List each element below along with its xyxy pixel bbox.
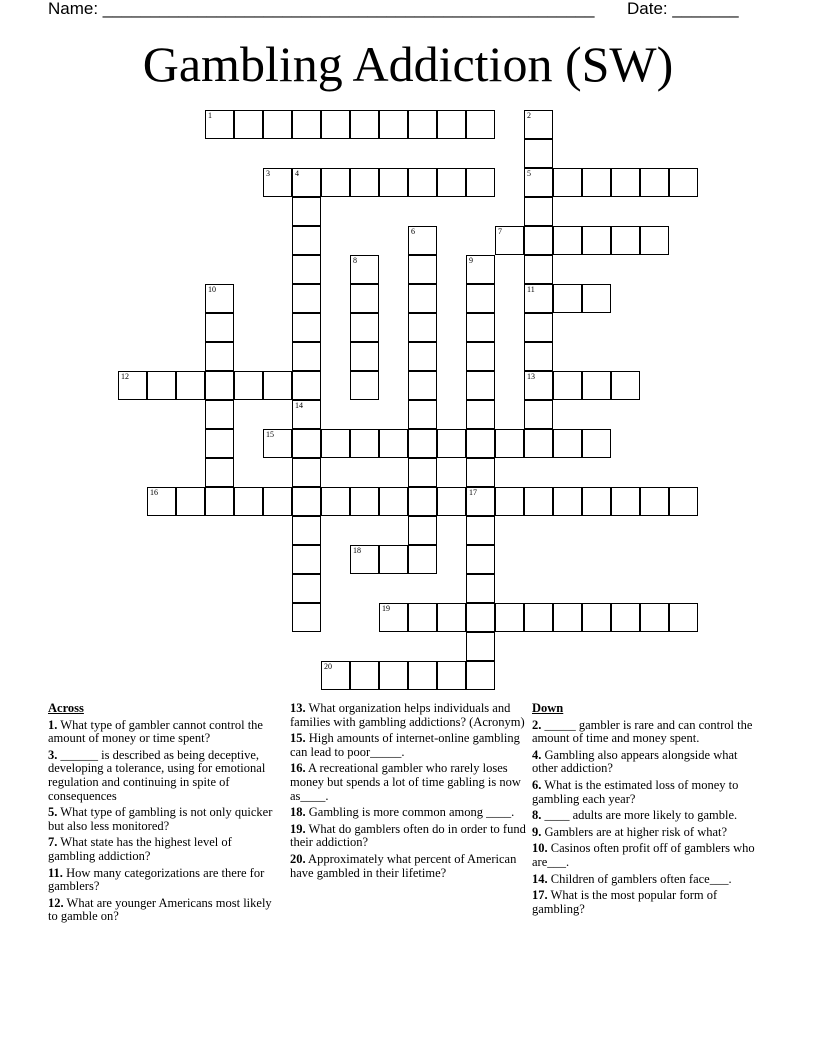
grid-cell[interactable] — [321, 661, 350, 690]
cell-number: 6 — [411, 227, 415, 236]
grid-cell[interactable] — [379, 545, 408, 574]
clue-number: 6. — [532, 777, 542, 792]
grid-cell[interactable] — [524, 313, 553, 342]
grid-cell[interactable] — [553, 487, 582, 516]
grid-cell[interactable] — [379, 603, 408, 632]
cell-number: 10 — [208, 285, 216, 294]
grid-cell[interactable] — [205, 487, 234, 516]
grid-cell[interactable] — [408, 110, 437, 139]
clue-text: Gamblers are at higher risk of what? — [541, 824, 728, 839]
grid-cell[interactable] — [408, 284, 437, 313]
grid-cell[interactable] — [408, 458, 437, 487]
clue-number: 10. — [532, 841, 548, 856]
grid-cell[interactable] — [263, 168, 292, 197]
grid-cell[interactable] — [176, 487, 205, 516]
grid-cell[interactable] — [321, 110, 350, 139]
grid-cell[interactable] — [495, 226, 524, 255]
page-title: Gambling Addiction (SW) — [142, 36, 674, 92]
grid-cell[interactable] — [350, 487, 379, 516]
grid-cell[interactable] — [611, 168, 640, 197]
grid-cell[interactable] — [408, 487, 437, 516]
grid-cell[interactable] — [553, 226, 582, 255]
grid-cell[interactable] — [292, 429, 321, 458]
grid-cell[interactable] — [176, 371, 205, 400]
clue-number: 11. — [48, 865, 63, 880]
name-line: Name: ____________________________________________________ — [48, 0, 595, 18]
grid-cell[interactable] — [205, 371, 234, 400]
grid-cell[interactable] — [408, 342, 437, 371]
grid-cell[interactable] — [292, 574, 321, 603]
cell-number: 13 — [527, 372, 535, 381]
grid-cell[interactable] — [640, 603, 669, 632]
grid-cell[interactable] — [147, 371, 176, 400]
grid-cell[interactable] — [292, 371, 321, 400]
clue-number: 19. — [290, 821, 306, 836]
grid-cell[interactable] — [350, 110, 379, 139]
grid-cell[interactable] — [466, 342, 495, 371]
across-clue-list — [48, 719, 276, 924]
cell-number: 2 — [527, 111, 531, 120]
clue-item — [532, 809, 760, 823]
grid-cell[interactable] — [640, 168, 669, 197]
grid-cell[interactable] — [350, 255, 379, 284]
grid-cell[interactable] — [466, 371, 495, 400]
grid-cell[interactable] — [205, 400, 234, 429]
cell-number: 9 — [469, 256, 473, 265]
clue-number: 13. — [290, 701, 306, 715]
clue-number: 14. — [532, 871, 548, 886]
grid-cell[interactable] — [292, 284, 321, 313]
grid-cell[interactable] — [669, 603, 698, 632]
cell-number: 16 — [150, 488, 158, 497]
grid-cell[interactable] — [437, 487, 466, 516]
clue-number: 7. — [48, 835, 58, 850]
grid-cell[interactable] — [321, 487, 350, 516]
grid-cell[interactable] — [553, 429, 582, 458]
clue-item — [532, 842, 760, 869]
grid-cell[interactable] — [466, 255, 495, 284]
clue-item — [290, 732, 526, 759]
clue-item — [48, 749, 276, 803]
grid-cell[interactable] — [582, 487, 611, 516]
cell-number: 11 — [527, 285, 535, 294]
grid-cell[interactable] — [205, 110, 234, 139]
grid-cell[interactable] — [292, 516, 321, 545]
clue-number: 2. — [532, 717, 542, 732]
clue-text: What is the estimated loss of money to gambling each year? — [532, 777, 739, 806]
clue-item — [290, 762, 526, 803]
grid-cell[interactable] — [466, 168, 495, 197]
grid-cell[interactable] — [350, 371, 379, 400]
grid-cell[interactable] — [350, 429, 379, 458]
clue-text: Gambling is more common among ____. — [305, 805, 515, 820]
grid-cell[interactable] — [524, 342, 553, 371]
grid-cell[interactable] — [582, 429, 611, 458]
clue-item — [532, 889, 760, 916]
grid-cell[interactable] — [466, 603, 495, 632]
clue-text: A recreational gambler who rarely loses money but spends a lot of time gabling is now as____. — [290, 761, 521, 803]
grid-cell[interactable] — [118, 371, 147, 400]
grid-cell[interactable] — [669, 487, 698, 516]
clue-text: What is the most popular form of gambling? — [532, 888, 718, 916]
clue-number: 8. — [532, 808, 542, 823]
clue-text: What organization helps individuals and families with gambling addictions? (Acronym) — [290, 701, 525, 729]
grid-cell[interactable] — [611, 371, 640, 400]
grid-cell[interactable] — [524, 487, 553, 516]
grid-cell[interactable] — [408, 400, 437, 429]
grid-cell[interactable] — [379, 110, 408, 139]
grid-cell[interactable] — [350, 313, 379, 342]
grid-cell[interactable] — [611, 487, 640, 516]
grid-cell[interactable] — [524, 429, 553, 458]
clue-number: 9. — [532, 824, 542, 839]
grid-cell[interactable] — [466, 487, 495, 516]
grid-cell[interactable] — [350, 545, 379, 574]
grid-cell[interactable] — [640, 226, 669, 255]
grid-cell[interactable] — [205, 284, 234, 313]
grid-cell[interactable] — [669, 168, 698, 197]
grid-cell[interactable] — [205, 429, 234, 458]
grid-cell[interactable] — [553, 603, 582, 632]
grid-cell[interactable] — [408, 516, 437, 545]
grid-cell[interactable] — [408, 371, 437, 400]
grid-cell[interactable] — [205, 458, 234, 487]
grid-cell[interactable] — [379, 487, 408, 516]
grid-cell[interactable] — [234, 487, 263, 516]
grid-cell[interactable] — [263, 110, 292, 139]
grid-cell[interactable] — [292, 313, 321, 342]
clue-item — [290, 702, 526, 729]
clue-text: ____ adults are more likely to gamble. — [541, 808, 738, 823]
grid-cell[interactable] — [437, 168, 466, 197]
grid-cell[interactable] — [524, 603, 553, 632]
grid-cell[interactable] — [408, 603, 437, 632]
grid-cell[interactable] — [292, 487, 321, 516]
clue-number: 20. — [290, 851, 306, 866]
clue-number: 1. — [48, 717, 58, 732]
clue-number: 12. — [48, 895, 64, 910]
grid-cell[interactable] — [582, 168, 611, 197]
clue-number: 15. — [290, 731, 306, 746]
down-clues-column — [532, 702, 760, 919]
grid-cell[interactable] — [350, 661, 379, 690]
grid-cell[interactable] — [524, 371, 553, 400]
cell-number: 7 — [498, 227, 502, 236]
grid-cell[interactable] — [292, 603, 321, 632]
grid-cell[interactable] — [321, 168, 350, 197]
grid-cell[interactable] — [379, 661, 408, 690]
grid-cell[interactable] — [466, 545, 495, 574]
clue-text: _____ gambler is rare and can control the amount of time and money spent. — [532, 717, 753, 746]
clue-item — [48, 836, 276, 863]
grid-cell[interactable] — [292, 197, 321, 226]
grid-cell[interactable] — [495, 429, 524, 458]
clue-number: 5. — [48, 805, 58, 820]
grid-cell[interactable] — [466, 429, 495, 458]
grid-cell[interactable] — [524, 284, 553, 313]
grid-cell[interactable] — [582, 603, 611, 632]
grid-cell[interactable] — [611, 226, 640, 255]
grid-cell[interactable] — [582, 226, 611, 255]
grid-cell[interactable] — [292, 458, 321, 487]
grid-cell[interactable] — [582, 284, 611, 313]
grid-cell[interactable] — [495, 487, 524, 516]
cell-number: 18 — [353, 546, 361, 555]
clue-text: What type of gambling is not only quicker but also less monitored? — [48, 805, 273, 833]
grid-cell[interactable] — [553, 371, 582, 400]
grid-cell[interactable] — [292, 255, 321, 284]
cell-number: 5 — [527, 169, 531, 178]
grid-cell[interactable] — [292, 168, 321, 197]
clue-item — [290, 853, 526, 880]
clue-text: Casinos often profit off of gamblers who are___. — [532, 841, 755, 869]
grid-cell[interactable] — [408, 661, 437, 690]
clue-item — [48, 897, 276, 924]
cell-number: 20 — [324, 662, 332, 671]
grid-cell[interactable] — [292, 110, 321, 139]
clue-item — [290, 823, 526, 850]
clue-text: Gambling also appears alongside what other addiction? — [532, 747, 738, 776]
grid-cell[interactable] — [263, 487, 292, 516]
grid-cell[interactable] — [379, 429, 408, 458]
clue-text: How many categorizations are there for gamblers? — [48, 865, 265, 894]
grid-cell[interactable] — [350, 284, 379, 313]
grid-cell[interactable] — [495, 603, 524, 632]
grid-cell[interactable] — [408, 313, 437, 342]
clue-item — [48, 867, 276, 894]
across-clue-list-continued — [290, 702, 526, 880]
clue-number: 3. — [48, 747, 58, 762]
cell-number: 14 — [295, 401, 303, 410]
across-clues-column-1 — [48, 702, 276, 927]
grid-cell[interactable] — [292, 545, 321, 574]
cell-number: 4 — [295, 169, 299, 178]
clue-item — [532, 719, 760, 746]
grid-cell[interactable] — [466, 110, 495, 139]
grid-cell[interactable] — [408, 255, 437, 284]
grid-cell[interactable] — [437, 661, 466, 690]
grid-cell[interactable] — [466, 516, 495, 545]
grid-cell[interactable] — [582, 371, 611, 400]
cell-number: 19 — [382, 604, 390, 613]
across-clues-column-2 — [290, 702, 526, 883]
grid-cell[interactable] — [524, 168, 553, 197]
date-line: Date: _______ — [627, 0, 739, 18]
grid-cell[interactable] — [524, 110, 553, 139]
grid-cell[interactable] — [263, 371, 292, 400]
grid-cell[interactable] — [611, 603, 640, 632]
clue-number: 4. — [532, 747, 542, 762]
clue-text: What are younger Americans most likely to gamble on? — [48, 895, 272, 924]
grid-cell[interactable] — [234, 110, 263, 139]
clue-item — [290, 806, 526, 820]
clue-text: What state has the highest level of gambling addiction? — [48, 835, 232, 863]
grid-cell[interactable] — [234, 371, 263, 400]
grid-cell[interactable] — [553, 284, 582, 313]
grid-cell[interactable] — [205, 342, 234, 371]
clue-number: 17. — [532, 888, 548, 903]
grid-cell[interactable] — [350, 168, 379, 197]
clue-item — [532, 779, 760, 806]
grid-cell[interactable] — [466, 400, 495, 429]
grid-cell[interactable] — [640, 487, 669, 516]
grid-cell[interactable] — [147, 487, 176, 516]
grid-cell[interactable] — [292, 226, 321, 255]
grid-cell[interactable] — [437, 603, 466, 632]
grid-cell[interactable] — [292, 342, 321, 371]
clue-text: High amounts of internet-online gambling can lead to poor_____. — [290, 731, 520, 759]
cell-number: 15 — [266, 430, 274, 439]
grid-cell[interactable] — [524, 197, 553, 226]
grid-cell[interactable] — [379, 168, 408, 197]
clue-text: What do gamblers often do in order to fund their addiction? — [290, 821, 526, 850]
grid-cell[interactable] — [321, 429, 350, 458]
cell-number: 17 — [469, 488, 477, 497]
cell-number: 12 — [121, 372, 129, 381]
clue-number: 16. — [290, 761, 306, 776]
grid-cell[interactable] — [553, 168, 582, 197]
clue-item — [48, 719, 276, 746]
across-heading: Across — [48, 701, 84, 715]
clue-item — [532, 826, 760, 840]
grid-cell[interactable] — [437, 429, 466, 458]
grid-cell[interactable] — [466, 574, 495, 603]
grid-cell[interactable] — [437, 110, 466, 139]
clue-item — [532, 749, 760, 776]
clue-number: 18. — [290, 805, 306, 820]
clue-item — [532, 873, 760, 887]
grid-cell[interactable] — [524, 226, 553, 255]
grid-cell[interactable] — [263, 429, 292, 458]
down-clue-list — [532, 719, 760, 917]
clue-text: Approximately what percent of American have gambled in their lifetime? — [290, 851, 517, 880]
cell-number: 8 — [353, 256, 357, 265]
clue-item — [48, 806, 276, 833]
clue-text: What type of gambler cannot control the amount of money or time spent? — [48, 717, 263, 746]
grid-cell[interactable] — [466, 313, 495, 342]
grid-cell[interactable] — [408, 168, 437, 197]
clue-text: Children of gamblers often face___. — [547, 871, 732, 886]
grid-cell[interactable] — [408, 429, 437, 458]
grid-cell[interactable] — [205, 313, 234, 342]
clue-text: ______ is described as being deceptive, developing a tolerance, using for emotional regulation and continuing in spite of consequences — [48, 747, 266, 803]
grid-cell[interactable] — [292, 400, 321, 429]
grid-cell[interactable] — [466, 458, 495, 487]
cell-number: 3 — [266, 169, 270, 178]
grid-cell[interactable] — [524, 139, 553, 168]
grid-cell[interactable] — [524, 400, 553, 429]
grid-cell[interactable] — [408, 226, 437, 255]
down-heading: Down — [532, 701, 564, 715]
grid-cell[interactable] — [466, 632, 495, 661]
grid-cell[interactable] — [524, 255, 553, 284]
grid-cell[interactable] — [408, 545, 437, 574]
grid-cell[interactable] — [466, 284, 495, 313]
grid-cell[interactable] — [350, 342, 379, 371]
grid-cell[interactable] — [466, 661, 495, 690]
cell-number: 1 — [208, 111, 212, 120]
